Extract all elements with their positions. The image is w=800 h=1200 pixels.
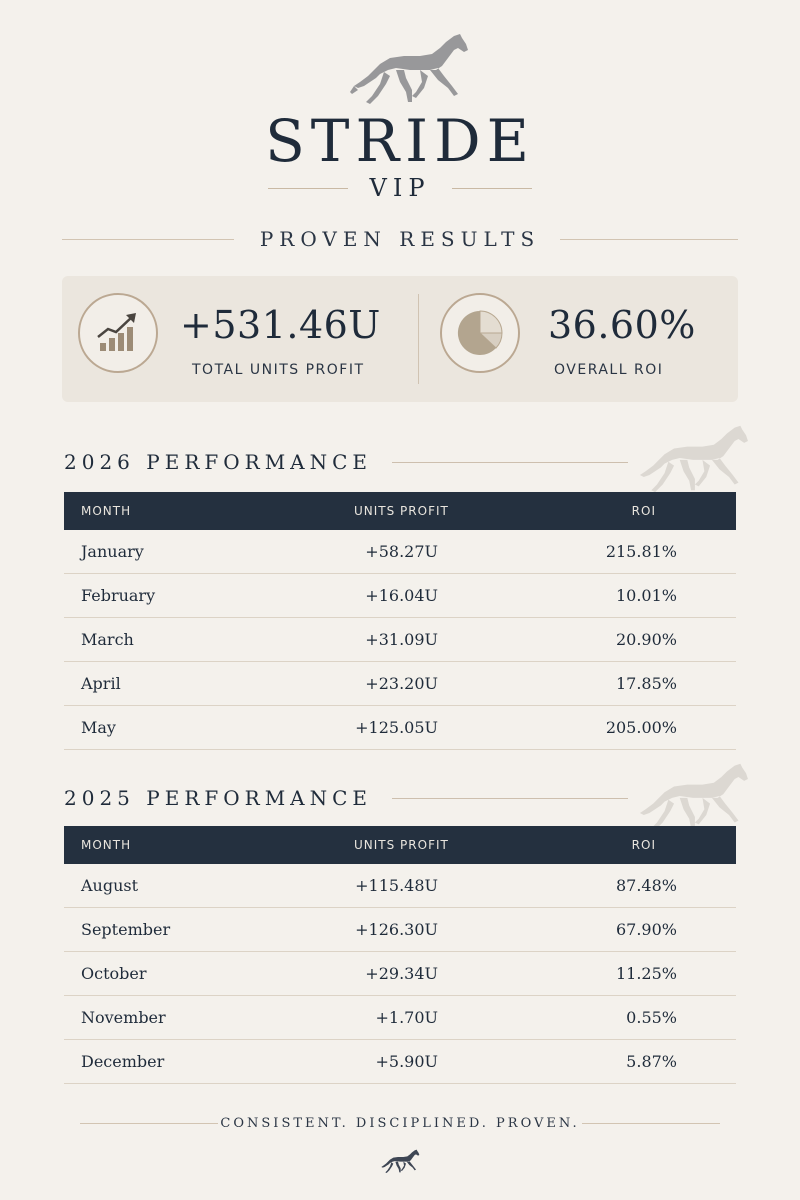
roi-cell: 87.48%: [615, 876, 677, 895]
units-cell: +125.05U: [355, 718, 438, 737]
table-header: [64, 492, 736, 530]
units-cell: +58.27U: [365, 542, 438, 561]
roi-cell: 67.90%: [615, 920, 677, 939]
horse-logo-icon: [350, 30, 470, 106]
month-cell: December: [81, 1052, 165, 1071]
month-cell: May: [81, 718, 116, 737]
horse-watermark-icon: [632, 422, 754, 494]
pie-chart-icon: [440, 293, 520, 373]
total-units-label: TOTAL UNITS PROFIT: [192, 362, 365, 378]
horse-footer-icon: [380, 1148, 420, 1174]
units-cell: +16.04U: [365, 586, 438, 605]
divider-line: [392, 798, 628, 799]
column-header-roi: ROI: [631, 504, 656, 518]
month-cell: March: [81, 630, 134, 649]
roi-cell: 215.81%: [605, 542, 677, 561]
units-cell: +23.20U: [365, 674, 438, 693]
month-cell: October: [81, 964, 147, 983]
month-cell: November: [81, 1008, 166, 1027]
column-header-units: UNITS PROFIT: [354, 838, 449, 852]
roi-cell: 205.00%: [605, 718, 677, 737]
growth-chart-icon: [78, 293, 158, 373]
stats-divider: [418, 294, 419, 384]
performance-2025-title: 2025 PERFORMANCE: [64, 786, 373, 810]
divider-line: [392, 462, 628, 463]
performance-2026-table: [64, 492, 736, 750]
roi-label: OVERALL ROI: [554, 362, 664, 378]
brand-subtitle-row: [268, 170, 532, 206]
total-units-value: +531.46U: [180, 303, 381, 347]
brand-subtitle: VIP: [369, 174, 431, 202]
footer-tagline-row: [80, 1110, 720, 1138]
units-cell: +5.90U: [375, 1052, 438, 1071]
table-row: [64, 996, 736, 1040]
roi-value: 36.60%: [548, 303, 696, 347]
footer-tagline: CONSISTENT. DISCIPLINED. PROVEN.: [220, 1116, 580, 1131]
month-cell: September: [81, 920, 171, 939]
table-row: [64, 952, 736, 996]
performance-2026-title: 2026 PERFORMANCE: [64, 450, 373, 474]
roi-cell: 5.87%: [626, 1052, 677, 1071]
table-header: [64, 826, 736, 864]
horse-watermark-icon: [632, 760, 754, 832]
month-cell: April: [81, 674, 121, 693]
table-row: [64, 864, 736, 908]
roi-cell: 11.25%: [615, 964, 677, 983]
section-title: PROVEN RESULTS: [259, 227, 541, 251]
table-row: [64, 530, 736, 574]
table-row: [64, 662, 736, 706]
roi-cell: 10.01%: [615, 586, 677, 605]
roi-cell: 17.85%: [615, 674, 677, 693]
performance-2025-table: [64, 826, 736, 1084]
units-cell: +29.34U: [365, 964, 438, 983]
roi-cell: 0.55%: [626, 1008, 677, 1027]
units-cell: +31.09U: [365, 630, 438, 649]
column-header-units: UNITS PROFIT: [354, 504, 449, 518]
units-cell: +1.70U: [375, 1008, 438, 1027]
month-cell: February: [81, 586, 156, 605]
table-row: [64, 706, 736, 750]
roi-cell: 20.90%: [615, 630, 677, 649]
units-cell: +126.30U: [355, 920, 438, 939]
units-cell: +115.48U: [355, 876, 438, 895]
table-row: [64, 908, 736, 952]
table-row: [64, 618, 736, 662]
column-header-month: MONTH: [81, 838, 132, 852]
proven-results-heading-row: [62, 222, 738, 256]
table-row: [64, 574, 736, 618]
month-cell: August: [81, 876, 139, 895]
table-row: [64, 1040, 736, 1084]
month-cell: January: [81, 542, 144, 561]
stats-card: [62, 276, 738, 402]
column-header-roi: ROI: [631, 838, 656, 852]
brand-name: STRIDE: [265, 107, 535, 175]
column-header-month: MONTH: [81, 504, 132, 518]
